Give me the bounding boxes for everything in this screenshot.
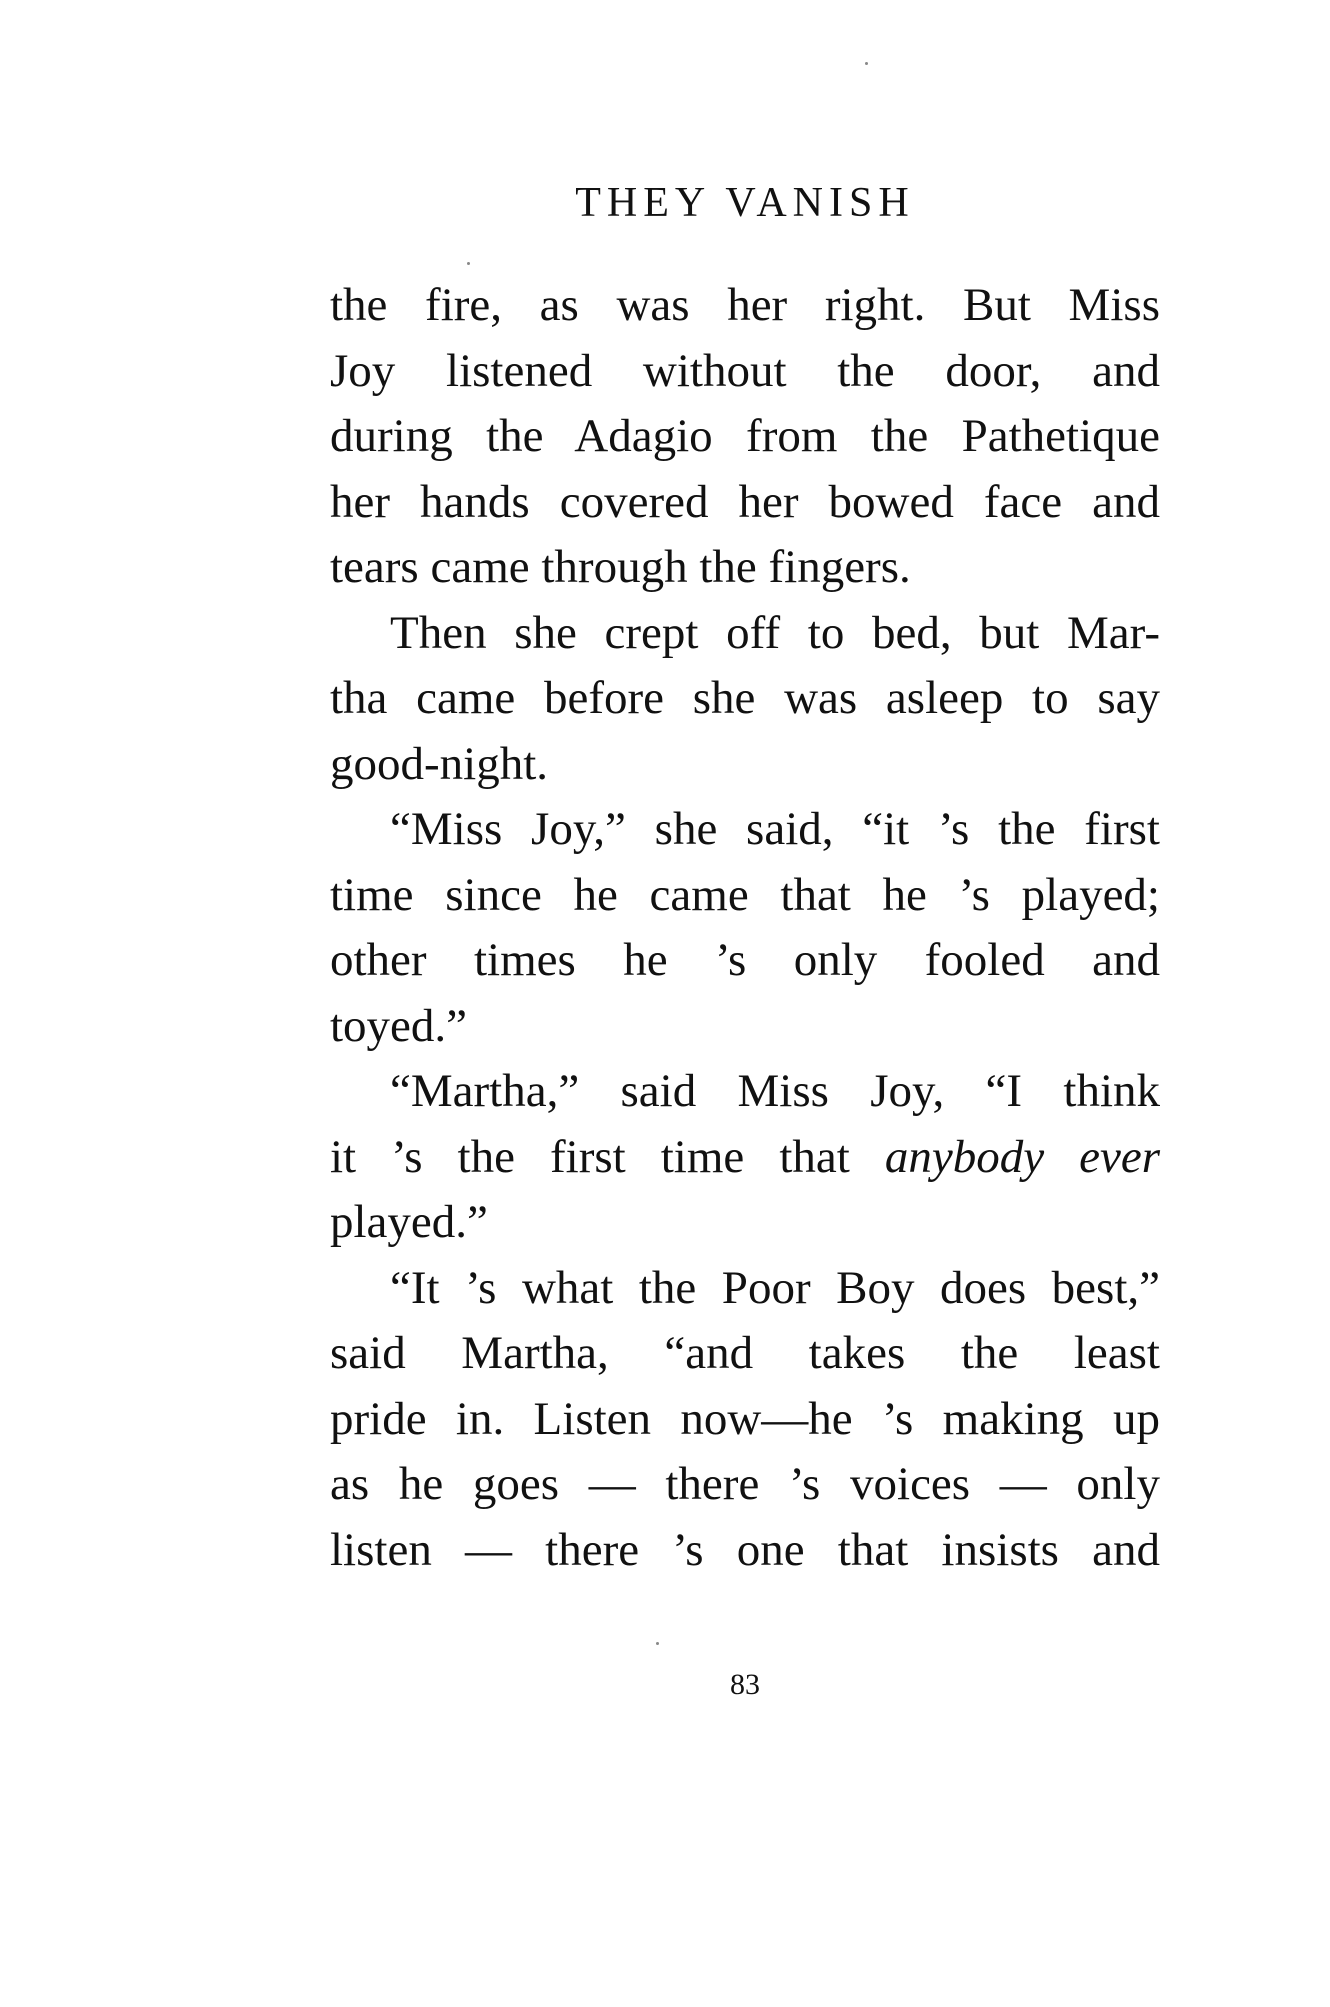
line-plain-part: it ’s the first time that bbox=[330, 1130, 885, 1183]
text-line: during the Adagio from the Pathetique bbox=[330, 410, 1160, 462]
text-line: said Martha, “and takes the least bbox=[330, 1327, 1160, 1379]
text-line-with-italics bbox=[330, 1125, 1160, 1191]
text-line: as he goes — there ’s voices — only bbox=[330, 1458, 1160, 1510]
print-speck bbox=[656, 1642, 659, 1645]
body-text bbox=[330, 273, 1160, 1583]
running-head: THEY VANISH bbox=[575, 180, 915, 226]
paragraph-first-line: “Martha,” said Miss Joy, “I think bbox=[390, 1065, 1160, 1117]
text-line: time since he came that he ’s played; bbox=[330, 868, 1160, 921]
paragraph-first-line: Then she crept off to bed, but Mar- bbox=[390, 606, 1160, 659]
text-line: pride in. Listen now—he ’s making up bbox=[330, 1392, 1160, 1445]
print-speck bbox=[865, 62, 868, 65]
text-line: other times he ’s only fooled and bbox=[330, 934, 1160, 986]
text-line: played.” bbox=[330, 1196, 488, 1248]
page-number: 83 bbox=[730, 1668, 760, 1701]
text-line: Joy listened without the door, and bbox=[330, 344, 1160, 397]
text-line: listen — there ’s one that insists and bbox=[330, 1523, 1160, 1576]
text-line: the fire, as was her right. But Miss bbox=[330, 279, 1160, 331]
print-speck bbox=[467, 262, 470, 265]
paragraph-first-line: “Miss Joy,” she said, “it ’s the first bbox=[390, 803, 1160, 855]
text-line: tha came before she was asleep to say bbox=[330, 672, 1160, 724]
text-line: good-night. bbox=[330, 737, 549, 790]
text-line: toyed.” bbox=[330, 999, 468, 1052]
text-line: her hands covered her bowed face and bbox=[330, 475, 1160, 528]
text-line: tears came through the fingers. bbox=[330, 541, 911, 593]
paragraph-first-line: “It ’s what the Poor Boy does best,” bbox=[390, 1261, 1160, 1314]
italic-emphasis: anybody ever bbox=[884, 1130, 1160, 1183]
